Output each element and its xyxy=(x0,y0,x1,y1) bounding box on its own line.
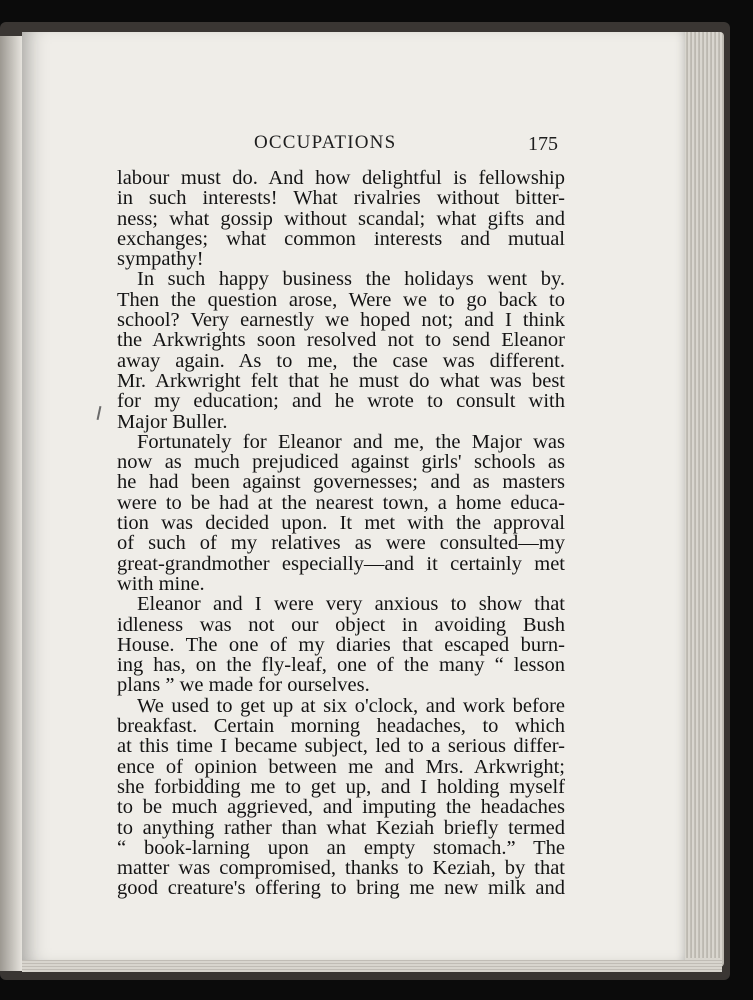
running-title: OCCUPATIONS xyxy=(254,132,397,153)
text-line: at this time I became subject, led to a serious differ- xyxy=(117,735,565,758)
text-line: Major Buller. xyxy=(117,410,228,433)
text-line: idleness was not our object in avoiding Bush xyxy=(117,613,565,636)
text-line: “ book-larning upon an empty stomach.” The xyxy=(117,836,565,859)
text-line: she forbidding me to get up, and I holding myself xyxy=(117,775,565,798)
text-line: Mr. Arkwright felt that he must do what was best xyxy=(117,369,565,392)
facing-page-edge xyxy=(0,36,22,971)
text-line: exchanges; what common interests and mutual xyxy=(117,227,565,250)
text-line: the Arkwrights soon resolved not to send Eleanor xyxy=(117,329,565,352)
running-head xyxy=(22,132,685,162)
text-line: sympathy! xyxy=(117,248,204,271)
page-number: 175 xyxy=(528,133,558,155)
text-line: were to be had at the nearest town, a home educa- xyxy=(117,491,565,514)
text-line: school? Very earnestly we hoped not; and I think xyxy=(117,309,565,332)
text-line: breakfast. Certain morning headaches, to which xyxy=(117,715,565,738)
text-line: in such interests! What rivalries without bitter- xyxy=(117,187,565,210)
text-line: matter was compromised, thanks to Keziah, by that xyxy=(117,857,565,880)
text-line: he had been against governesses; and as masters xyxy=(117,471,565,494)
text-line: In such happy business the holidays went by. xyxy=(137,268,565,291)
text-line: plans ” we made for ourselves. xyxy=(117,674,370,697)
body-text xyxy=(117,168,565,899)
text-line: Fortunately for Eleanor and me, the Major was xyxy=(137,430,565,453)
text-line: ence of opinion between me and Mrs. Arkwright; xyxy=(117,755,565,778)
text-line: for my education; and he wrote to consult with xyxy=(117,390,565,413)
page-bottom-edge xyxy=(22,958,722,972)
text-line: Eleanor and I were very anxious to show that xyxy=(137,593,565,616)
page-stack-edge xyxy=(680,32,724,967)
text-line: Then the question arose, Were we to go back to xyxy=(117,288,565,311)
text-line: We used to get up at six o'clock, and work before xyxy=(137,694,565,717)
margin-mark xyxy=(97,406,102,420)
text-line: House. The one of my diaries that escaped burn- xyxy=(117,633,565,656)
text-line: tion was decided upon. It met with the approval xyxy=(117,512,565,535)
text-line: to be much aggrieved, and imputing the headaches xyxy=(117,796,565,819)
text-line: good creature's offering to bring me new milk and xyxy=(117,877,565,900)
text-line: away again. As to me, the case was different. xyxy=(117,349,565,372)
text-line: great-grandmother especially—and it certainly met xyxy=(117,552,565,575)
text-line: of such of my relatives as were consulted—my xyxy=(117,532,565,555)
text-line: ing has, on the fly-leaf, one of the many “ lesson xyxy=(117,654,565,677)
text-line: labour must do. And how delightful is fellowship xyxy=(117,167,565,189)
text-line: ness; what gossip without scandal; what gifts and xyxy=(117,207,565,230)
book-page xyxy=(22,32,685,960)
text-line: with mine. xyxy=(117,572,205,595)
text-line: now as much prejudiced against girls' schools as xyxy=(117,451,565,474)
text-line: to anything rather than what Keziah briefly termed xyxy=(117,816,565,839)
